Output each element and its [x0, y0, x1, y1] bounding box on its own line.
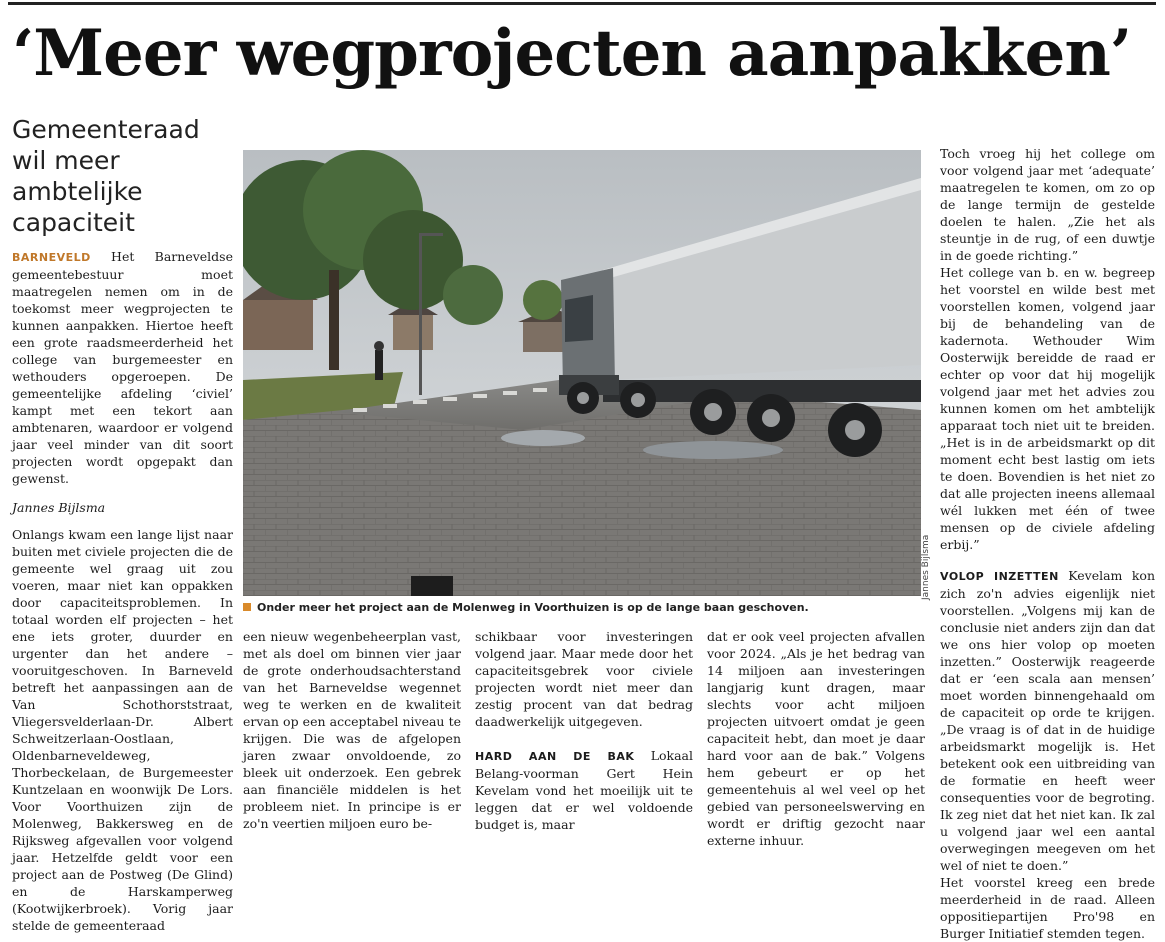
column-4	[707, 628, 925, 849]
kicker-text-2: Kevelam kon zich zo'n advies eigenlijk niet voorstellen. „Volgens mij kan de conclusie niet anders zijn dan dat we ons hier volop op moeten inzetten.” Oosterwijk reageerde dat er ‘een scala aan mensen’ moet worden binnengehaald om de capaciteit op orde te krijgen. „De vraag is of dat in de huidige arbeidsmarkt mogelijk is. Het betekent ook een uitbreiding van de formatie en heeft weer consequenties voor de begroting. Ik zeg niet dat het niet kan. Ik zal u volgend jaar wel een aantal overwegingen meegeven om het wel of niet te doen.”	[940, 568, 1155, 873]
byline: Jannes Bijlsma	[12, 500, 106, 515]
kicker-hard-aan-de-bak: HARD AAN DE BAK	[475, 750, 635, 763]
column-3	[475, 628, 693, 833]
photo-credit: Jannes Bijlsma	[921, 534, 931, 600]
body-paragraph-8	[940, 567, 1155, 874]
top-rule	[8, 2, 1156, 5]
body-paragraph-2: een nieuw wegenbeheerplan vast, met als doel om binnen vier jaar de grote onderhoudsachterstand van het Barneveldse wegennet weg te werken en de kwaliteit ervan op een acceptabel niveau te krijgen. Die was de afgelopen jaren zwaar onvoldoende, zo bleek uit onderzoek. Een gebrek aan financiële middelen is het probleem niet. In principe is er zo'n veertien miljoen euro be-	[243, 629, 461, 831]
body-paragraph-3: schikbaar voor investeringen volgend jaar. Maar mede door het capaciteitsgebrek voor civiele projecten wordt niet meer dan zestig procent van dat bedrag daadwerkelijk uitgegeven.	[475, 629, 693, 729]
lead-text: Het Barneveldse gemeentebestuur moet maatregelen nemen om in de toekomst meer wegprojecten te kunnen aanpakken. Hiertoe heeft een grote raadsmeerderheid het college van burgemeester en wethouders opgeroepen. De gemeentelijke afdeling ‘civiel’ kampt met een tekort aan ambtenaren, waardoor er volgend jaar veel minder van dit soort projecten wordt opgepakt dan gewenst.	[12, 249, 233, 486]
kicker-text: Lokaal Belang-voorman Gert Hein Kevelam vond het moeilijk uit te leggen dat er wel voldoende budget is, maar	[475, 748, 694, 832]
body-paragraph-4	[475, 747, 693, 833]
subhead: Gemeenteraad wil meer ambtelijke capaciteit	[12, 115, 200, 237]
column-5	[940, 145, 1155, 942]
body-paragraph-1: Onlangs kwam een lange lijst naar buiten met civiele projecten die de gemeente wel graag uit zou voeren, maar niet kan oppakken door capaciteitsproblemen. In totaal worden elf projecten – het ene iets groter, duurder en urgenter dan het andere – vooruitgeschoven. In Barneveld betreft het aanpassingen aan de Van Schothorststraat, Vliegersvelderlaan-Dr. Albert Schweitzerlaan-Oostlaan, Oldenbarneveldeweg, Thorbeckelaan, de Burgemeester Kuntzelaan en woonwijk De Lors. Voor Voorthuizen zijn de Molenweg, Bakkersweg en de Rijksweg afgevallen voor volgend jaar. Hetzelfde geldt voor een project aan de Postweg (De Glind) en de Harskamperweg (Kootwijkerbroek). Vorig jaar stelde de gemeenteraad	[12, 527, 233, 933]
dateline: BARNEVELD	[12, 251, 91, 264]
photo-caption	[243, 601, 933, 614]
photo-caption-text: Onder meer het project aan de Molenweg in Voorthuizen is op de lange baan geschoven.	[257, 601, 809, 614]
column-2	[243, 628, 461, 832]
body-paragraph-5: dat er ook veel projecten afvallen voor 2024. „Als je het bedrag van 14 miljoen aan investeringen langjarig kunt dragen, maar slechts voor acht miljoen projecten uitvoert omdat je geen capaciteit hebt, dan moet je daar hard voor aan de bak.” Volgens hem gebeurt er op het gemeentehuis al wel veel op het gebied van personeelswerving en wordt er driftig gezocht naar externe inhuur.	[707, 629, 925, 848]
article-photo	[243, 150, 921, 596]
lead-paragraph	[12, 248, 233, 487]
column-1	[12, 248, 233, 934]
headline: ‘Meer wegprojecten aanpakken’	[12, 16, 1132, 91]
street-truck-illustration	[243, 150, 921, 596]
body-paragraph-6: Toch vroeg hij het college om voor volgend jaar met ‘adequate’ maatregelen te komen, om zo op de lange termijn de gestelde doelen te halen. „Zie het als steuntje in de rug, of een duwtje in de goede richting.”	[940, 146, 1155, 263]
body-paragraph-9: Het voorstel kreeg een brede meerderheid in de raad. Alleen oppositiepartijen Pro'98 en Burger Initiatief stemden tegen.	[940, 875, 1155, 941]
caption-marker-icon	[243, 603, 251, 611]
body-paragraph-7: Het college van b. en w. begreep het voorstel en wilde best met voorstellen komen, volgend jaar bij de behandeling van de kadernota. Wethouder Wim Oosterwijk bereidde de raad er echter op voor dat hij mogelijk volgend jaar met het advies zou kunnen komen om het ambtelijk apparaat toch niet uit te breiden. „Het is in de arbeidsmarkt op dit moment echt best lastig om iets te doen. Bovendien is het niet zo dat alle projecten ineens allemaal wél lukken met één of twee mensen op de civiele afdeling erbij.”	[940, 265, 1155, 552]
kicker-volop-inzetten: VOLOP INZETTEN	[940, 570, 1059, 583]
